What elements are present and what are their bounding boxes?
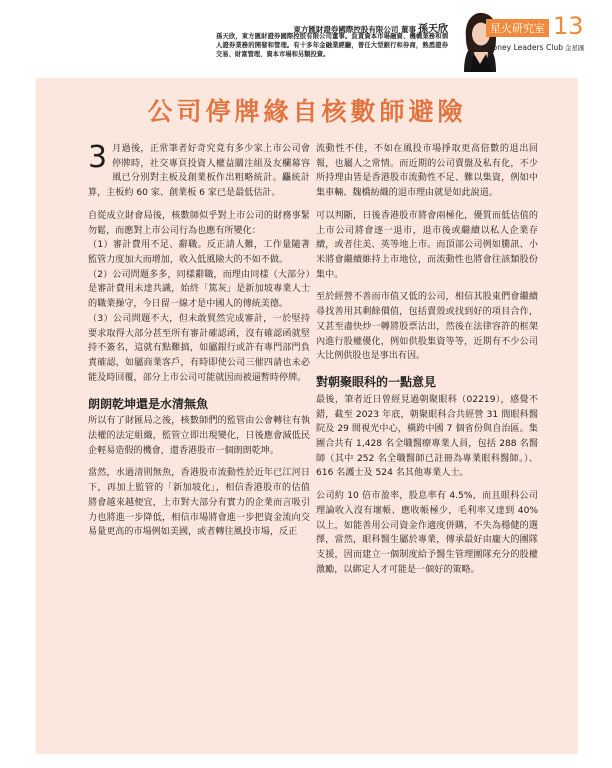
paragraph: 所以有了財匯局之後，核數師們的監管由公會轉往有執法權的法定組織，監管立即出現變化，日後應會減低民企輕易造假的機會，還香港股市一個朗朗乾坤。 — [88, 416, 310, 456]
list-item: （1）審計費用不足、辭職。反正請人難，工作量隨著監管力度加大而增加，收入低風險大的不如不做。 — [88, 240, 310, 266]
paragraph: 自從成立財會局後，核數師似乎對上市公司的財務事緊勿鬆，而應對上市公司行為也應有所變化： — [88, 210, 310, 236]
article-panel — [36, 78, 578, 754]
author-portrait-image — [452, 8, 508, 72]
paragraph: 當然，水過清則無魚，香港股市流動性於近年已江河日下，再加上監管的「新加坡化」，相信香港股市的估值將會越來越便宜，上市對大部分有實力的企業而言吸引力也將進一步降低，相信市場將會進一步把資金流向交易量更高的市場例如美國，或者轉往風投市場，反正 — [88, 468, 310, 538]
paragraph: 最後，筆者近日曾經見過朝聚眼科（02219），感覺不錯，截至 2023 年底，朝聚眼科合共經營 31 間眼科醫院及 29 間視光中心，橫跨中國 7 個省份與自治區。集團合共有 1,428 名全職醫療專業人員，包括 288 名醫師（其中 252 名全職醫師已註冊為專業眼科醫師。）、616 名護士及 524 名其他專業人士。 — [316, 394, 538, 479]
section-heading: 對朝聚眼科的一點意見 — [316, 375, 437, 390]
paragraph: 可以判斷，日後香港股市將會兩極化，優質而低估值的上市公司將會逐一退市，退市後或繼續以私人企業存續，或者往美、英等地上市。而頂部公司例如騰訊、小米將會繼續維持上市地位，而流動性也將會往該類股份集中。 — [316, 210, 538, 280]
article-column-left — [88, 142, 310, 548]
author-portrait — [452, 8, 508, 72]
page-number: 13 — [553, 12, 584, 40]
club-label — [486, 43, 585, 52]
article-column-right — [316, 142, 538, 585]
paragraph: 公司約 10 倍市盈率，股息率有 4.5%，而且眼科公司理論收入沒有壞帳、應收帳極少，毛利率又達到 40% 以上，如能善用公司資金作適度併購，不失為穩健的選擇，當然，眼科醫生屬於專業，傳承最好由龐大的團隊支援，因而建立一個制度給予醫生管理團隊充分的股權激勵，以綁定人才可能是一個好的策略。 — [316, 491, 538, 575]
paragraph: 至於經營不善而市值又低的公司，相信其股東們會繼續尋找善用其剩餘價值，包括賣殼或找到好的項目合作，又甚至盡快炒一轉將股票沽出，然後在法律容許的框架內進行股權優化，例如供股集資等等，近期有不少公司大比例供股也是事出有因。 — [316, 292, 538, 362]
section-heading: 朗朗乾坤還是水清無魚 — [88, 396, 209, 411]
author-role: 東方匯財證券國際控股有限公司 董事 — [293, 25, 416, 34]
column-tag: 星火研究室 — [486, 19, 549, 37]
dropcap: 3 — [88, 140, 108, 175]
paragraph-text: 月過後，正常筆者好奇究竟有多少家上市公司會停牌時，社交專頁投資人權益關注組及友欄幕容風已分別對主板及創業板作出粗略統計。麤統計算，主板約 60 家、創業板 6 家已是最低估計。 — [88, 144, 310, 199]
author-bio: 孫天欣，東方匯財證券國際控股有限公司董事。負責資本市場融資、機構業務和個人證券業務的開發和管理。有十多年金融業經驗，曾任大型銀行和券商，熟悉證券交易、財富管理、資本市場和另類投資。 — [216, 33, 448, 59]
article-title: 公司停牌緣自核數師避險 — [147, 97, 467, 126]
club-name-en: Money Leaders Club — [486, 43, 564, 52]
author-name: 孫天欣 — [418, 24, 448, 35]
list-item: （2）公司問題多多，同樣辭職，而理由同樣（大部分）是審計費用未達共識，始終「篤灰」是新加坡專業人士的職業操守，今日留一線才是中國人的傳統美德。 — [88, 269, 310, 310]
page-header — [0, 0, 612, 74]
list-item: （3）公司問題不大，但未敢貿然完成審計，一於堅持要求取得大部分甚至所有審計確認函，沒有確認函就堅持不簽名，這就有點難搞，如屬銀行或許有專門部門負責確認，如屬商業客戶，有時即使公司三催四請也未必能及時回覆，部分上市公司可能就因而被逼暫時停牌。 — [88, 313, 310, 383]
paragraph: 流動性不佳，不如在風投市場掙取更高倍數的退出回報，也屬人之常情。而近期的公司賣盤及私有化，不少所持理由皆是香港股市流動性不足、難以集資，例如中集車輛、魏橋紡織的退市理由就是如此說道。 — [316, 144, 538, 199]
paragraph — [88, 142, 310, 201]
club-name-zh: 金星匯 — [565, 44, 585, 52]
